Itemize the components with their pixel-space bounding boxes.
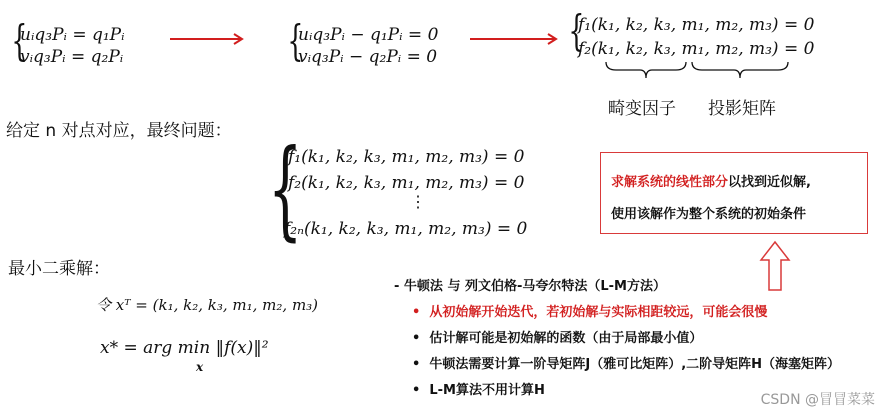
equation-u2: uᵢq₃Pᵢ − q₁Pᵢ = 0 bbox=[298, 25, 439, 45]
given-text: 给定 n 对点对应，最终问题： bbox=[6, 121, 232, 141]
equation-f1-top: f₁(k₁, k₂, k₃, m₁, m₂, m₃) = 0 bbox=[578, 15, 815, 35]
least-squares-title: 最小二乘解： bbox=[8, 259, 110, 279]
list-item: • 牛顿法需要计算一阶导矩阵J（雅可比矩阵）,二阶导矩阵H（海塞矩阵） bbox=[412, 357, 841, 372]
system-line3: f₂ₙ(k₁, k₂, k₃, m₁, m₂, m₃) = 0 bbox=[284, 219, 528, 239]
equation-v2: vᵢq₃Pᵢ − q₂Pᵢ = 0 bbox=[298, 47, 438, 67]
brace-system: { bbox=[268, 127, 303, 252]
arrow-right-icon bbox=[470, 32, 560, 46]
underbrace-distortion bbox=[604, 60, 688, 82]
brace-group3: { bbox=[568, 6, 585, 55]
methods-list bbox=[394, 274, 841, 404]
box-red-text: 求解系统的线性部分 bbox=[611, 175, 729, 190]
box-black-text: 以找到近似解, bbox=[728, 175, 811, 190]
brace-group2: { bbox=[287, 16, 304, 65]
box-line2: 使用该解作为整个系统的初始条件 bbox=[611, 207, 807, 222]
system-dots: ⋮ bbox=[410, 192, 426, 211]
let-equation: 令 xᵀ = (k₁, k₂, k₃, m₁, m₂, m₃) bbox=[96, 296, 319, 314]
label-distortion: 畸变因子 bbox=[608, 99, 676, 119]
arrow-right-icon bbox=[170, 32, 246, 46]
methods-heading: - 牛顿法 与 列文伯格-马夸尔特法（L-M方法） bbox=[394, 279, 666, 294]
solution-equation: x* = arg min ‖f(x)‖² bbox=[100, 338, 269, 358]
equation-u1: uᵢq₃Pᵢ = q₁Pᵢ bbox=[20, 25, 125, 45]
list-item: • 估计解可能是初始解的函数（由于局部最小值） bbox=[412, 331, 703, 346]
equation-v1: vᵢq₃Pᵢ = q₂Pᵢ bbox=[20, 47, 124, 67]
list-item: • 从初始解开始迭代，若初始解与实际相距较远，可能会很慢 bbox=[412, 305, 768, 320]
system-line2: f₂(k₁, k₂, k₃, m₁, m₂, m₃) = 0 bbox=[288, 173, 525, 193]
initial-solution-box bbox=[600, 152, 868, 234]
solution-subscript: x bbox=[196, 360, 204, 374]
label-projection: 投影矩阵 bbox=[708, 99, 776, 119]
underbrace-projection bbox=[690, 60, 790, 82]
system-line1: f₁(k₁, k₂, k₃, m₁, m₂, m₃) = 0 bbox=[288, 147, 525, 167]
list-item: • L-M算法不用计算H bbox=[412, 383, 545, 398]
equation-f2-top: f₂(k₁, k₂, k₃, m₁, m₂, m₃) = 0 bbox=[578, 39, 815, 59]
brace-group1: { bbox=[11, 16, 28, 65]
watermark: CSDN @冒冒菜菜 bbox=[760, 392, 875, 408]
